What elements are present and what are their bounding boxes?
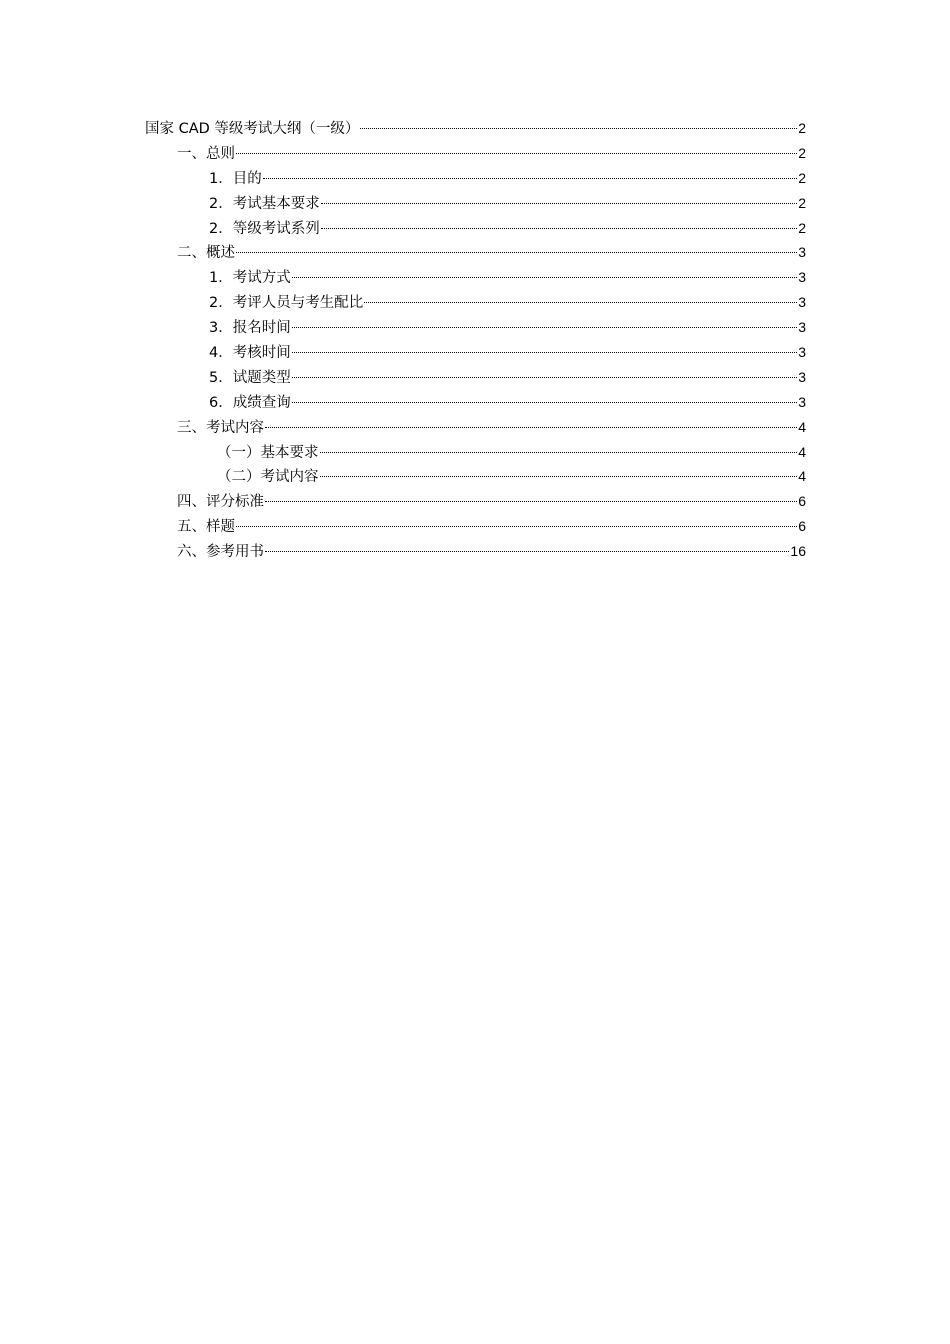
toc-page-number: 3 bbox=[798, 269, 806, 286]
toc-entry-label: （二）考试内容 bbox=[217, 469, 319, 486]
toc-dot-leader bbox=[292, 326, 797, 328]
toc-page-number: 3 bbox=[798, 368, 806, 385]
toc-entry[interactable] bbox=[145, 240, 806, 265]
toc-entry-label: 3．报名时间 bbox=[209, 320, 291, 337]
toc-dot-leader bbox=[263, 177, 797, 179]
toc-dot-leader bbox=[320, 451, 798, 453]
toc-entry[interactable] bbox=[145, 539, 806, 564]
toc-entry-label: 2．考评人员与考生配比 bbox=[209, 295, 364, 312]
toc-dot-leader bbox=[292, 351, 797, 353]
toc-entry-label: 一、总则 bbox=[177, 145, 235, 162]
toc-page-number: 3 bbox=[798, 244, 806, 261]
toc-dot-leader bbox=[321, 202, 797, 204]
toc-dot-leader bbox=[236, 251, 797, 253]
toc-page-number: 3 bbox=[798, 319, 806, 336]
toc-entry-label: 三、考试内容 bbox=[177, 419, 264, 436]
toc-page-number: 6 bbox=[798, 493, 806, 510]
toc-entry[interactable] bbox=[145, 464, 806, 489]
table-of-contents bbox=[145, 116, 806, 564]
toc-entry[interactable] bbox=[145, 489, 806, 514]
toc-entry[interactable] bbox=[145, 116, 806, 141]
toc-entry-label: （一）基本要求 bbox=[217, 444, 319, 461]
toc-entry[interactable] bbox=[145, 166, 806, 191]
toc-dot-leader bbox=[292, 401, 797, 403]
toc-entry-label: 6．成绩查询 bbox=[209, 394, 291, 411]
toc-entry-label: 六、参考用书 bbox=[177, 544, 264, 561]
toc-dot-leader bbox=[236, 152, 797, 154]
toc-entry[interactable] bbox=[145, 141, 806, 166]
toc-entry-label: 二、概述 bbox=[177, 245, 235, 262]
toc-dot-leader bbox=[265, 500, 797, 502]
toc-dot-leader bbox=[364, 301, 797, 303]
toc-entry-label: 1．考试方式 bbox=[209, 270, 291, 287]
toc-entry-label: 5．试题类型 bbox=[209, 369, 291, 386]
toc-page-number: 2 bbox=[798, 169, 806, 186]
toc-entry-label: 四、评分标准 bbox=[177, 494, 264, 511]
toc-dot-leader bbox=[265, 550, 789, 552]
toc-entry[interactable] bbox=[145, 191, 806, 216]
toc-dot-leader bbox=[236, 525, 797, 527]
toc-page-number: 3 bbox=[798, 393, 806, 410]
toc-page-number: 2 bbox=[798, 120, 806, 136]
toc-page-number: 2 bbox=[798, 219, 806, 236]
toc-entry[interactable] bbox=[145, 390, 806, 415]
toc-page-number: 4 bbox=[798, 418, 806, 435]
toc-page-number: 3 bbox=[798, 294, 806, 311]
toc-page-number: 2 bbox=[798, 144, 806, 161]
toc-entry-label: 1．目的 bbox=[209, 170, 262, 187]
toc-page-number: 3 bbox=[798, 344, 806, 361]
toc-dot-leader bbox=[265, 426, 797, 428]
toc-entry-label: 2．等级考试系列 bbox=[209, 220, 320, 237]
toc-entry[interactable] bbox=[145, 290, 806, 315]
toc-entry[interactable] bbox=[145, 216, 806, 241]
toc-dot-leader bbox=[360, 127, 797, 129]
toc-dot-leader bbox=[321, 227, 797, 229]
toc-entry-label: 2．考试基本要求 bbox=[209, 195, 320, 212]
toc-entry[interactable] bbox=[145, 514, 806, 539]
toc-entry[interactable] bbox=[145, 265, 806, 290]
toc-page-number: 4 bbox=[798, 443, 806, 460]
toc-dot-leader bbox=[292, 276, 797, 278]
toc-entry[interactable] bbox=[145, 315, 806, 340]
toc-entry-label: 国家 CAD 等级考试大纲（一级） bbox=[145, 121, 360, 137]
toc-entry-label: 五、样题 bbox=[177, 519, 235, 536]
toc-entry[interactable] bbox=[145, 340, 806, 365]
toc-entry[interactable] bbox=[145, 415, 806, 440]
toc-entry[interactable] bbox=[145, 365, 806, 390]
toc-page-number: 4 bbox=[798, 468, 806, 485]
toc-entry[interactable] bbox=[145, 440, 806, 465]
toc-entry-label: 4．考核时间 bbox=[209, 345, 291, 362]
toc-dot-leader bbox=[320, 475, 798, 477]
toc-dot-leader bbox=[292, 376, 797, 378]
toc-page-number: 16 bbox=[790, 543, 806, 560]
toc-page-number: 6 bbox=[798, 518, 806, 535]
toc-page-number: 2 bbox=[798, 194, 806, 211]
